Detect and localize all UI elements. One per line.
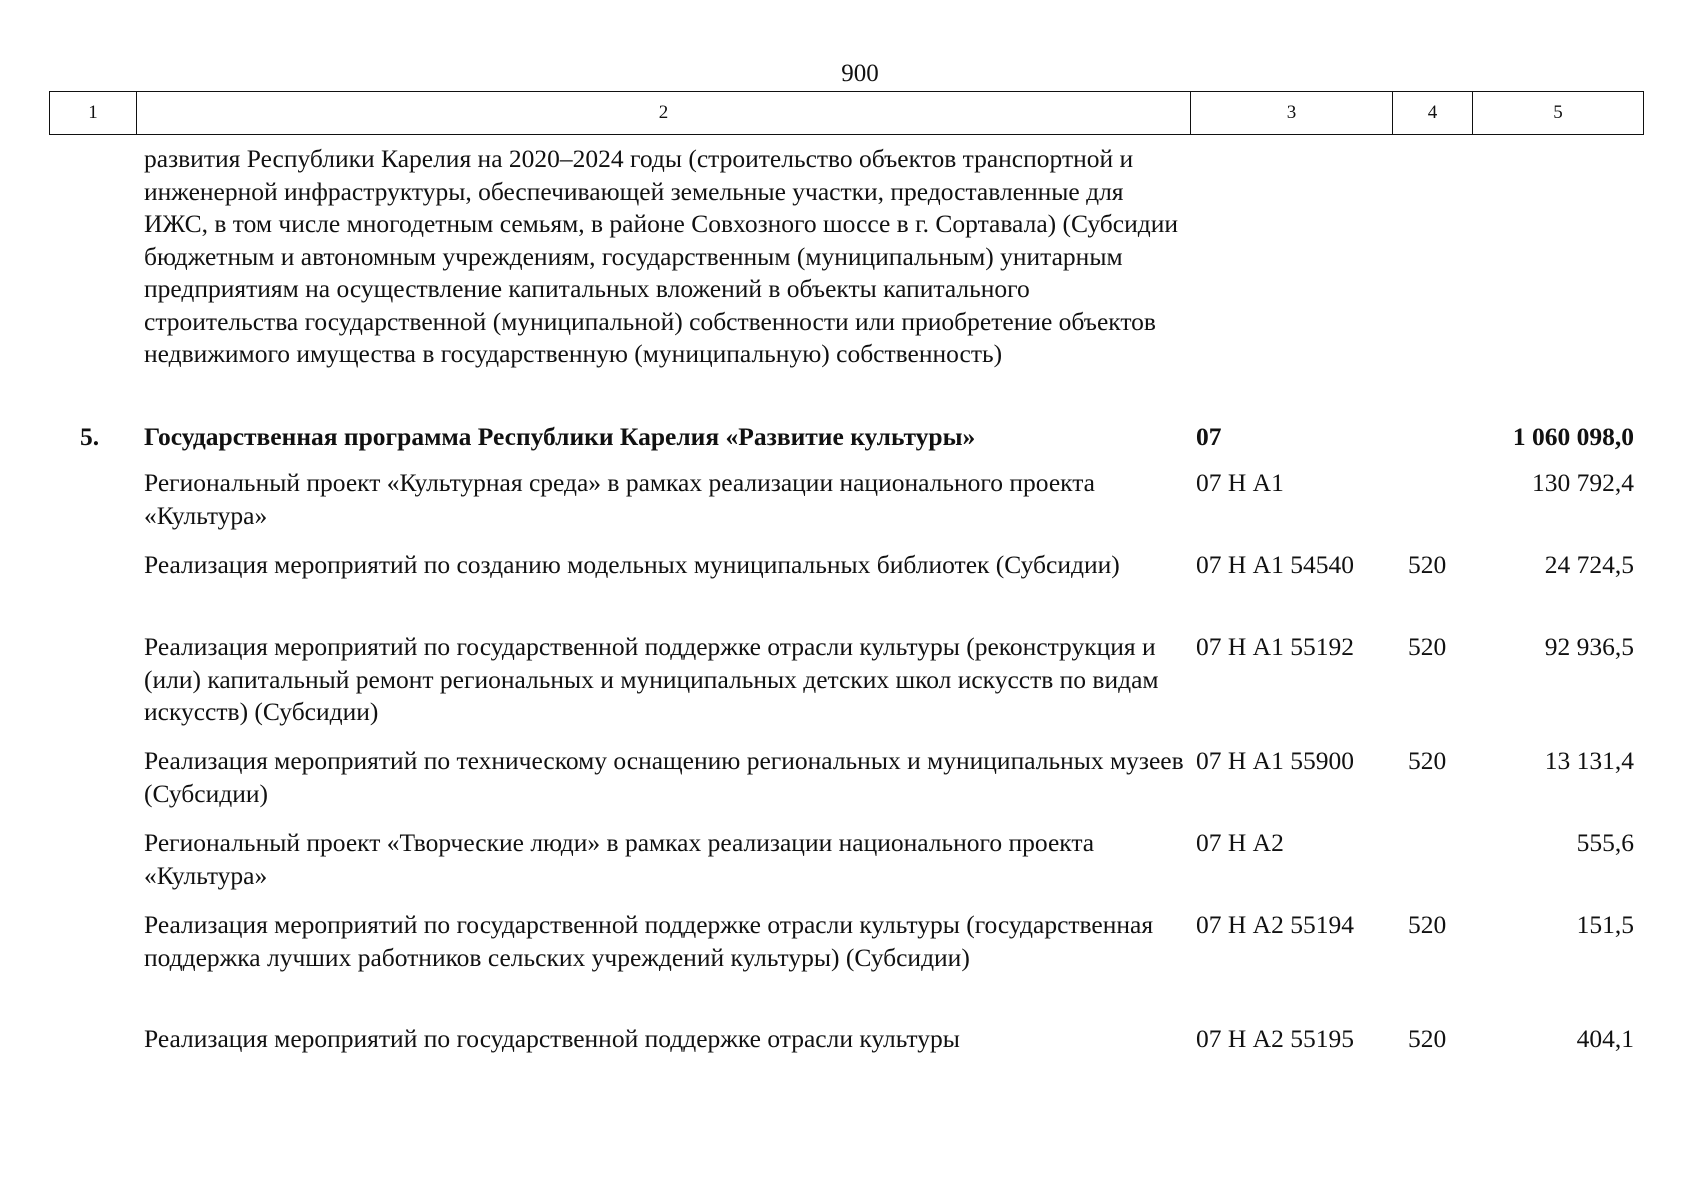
column-header-1: 1	[50, 92, 137, 135]
row-expense-type: 520	[1408, 1024, 1447, 1053]
column-header-4: 4	[1393, 92, 1473, 135]
row-target-code: 07 Н А2	[1196, 828, 1284, 857]
row-amount: 130 792,4	[1532, 468, 1634, 497]
page-number: 900	[841, 60, 879, 87]
row-target-code: 07 Н А2 55195	[1196, 1024, 1354, 1053]
row-amount: 92 936,5	[1544, 632, 1634, 661]
column-header-5: 5	[1473, 92, 1644, 135]
row-number: 5.	[80, 422, 100, 451]
row-target-code: 07 Н А1 54540	[1196, 550, 1354, 579]
row-amount: 24 724,5	[1544, 550, 1634, 579]
row-target-code: 07 Н А2 55194	[1196, 910, 1354, 939]
row-target-code: 07 Н А1 55900	[1196, 746, 1354, 775]
row-target-code: 07 Н А1	[1196, 468, 1284, 497]
row-amount: 1 060 098,0	[1512, 422, 1634, 451]
row-description: Реализация мероприятий по государственной поддержке отрасли культуры (государственная поддержка лучших работников сельских учреждений культуры) (Субсидии)	[144, 910, 1154, 972]
row-amount: 404,1	[1576, 1024, 1634, 1053]
row-amount: 555,6	[1576, 828, 1634, 857]
row-description: Реализация мероприятий по созданию модельных муниципальных библиотек (Субсидии)	[144, 550, 1120, 579]
row-description: Реализация мероприятий по техническому оснащению региональных и муниципальных музеев (Субсидии)	[144, 746, 1184, 808]
column-header-2: 2	[137, 92, 1191, 135]
row-amount: 151,5	[1576, 910, 1634, 939]
row-description: Региональный проект «Культурная среда» в рамках реализации национального проекта «Культура»	[144, 468, 1095, 530]
row-description: Реализация мероприятий по государственной поддержке отрасли культуры (реконструкция и (или) капитальный ремонт региональных и муниципальных детских школ искусств по видам искусств) (Субсидии)	[144, 632, 1159, 726]
row-description: Государственная программа Республики Карелия «Развитие культуры»	[144, 422, 976, 451]
row-expense-type: 520	[1408, 910, 1447, 939]
row-target-code: 07	[1196, 422, 1222, 451]
row-target-code: 07 Н А1 55192	[1196, 632, 1354, 661]
row-description: развития Республики Карелия на 2020–2024 годы (строительство объектов транспортной и инженерной инфраструктуры, обеспечивающей земельные участки, предоставленные для ИЖС, в том числе многодетным семьям, в районе Совхозного шоссе в г. Сортавала) (Субсидии бюджетным и автономным учреждениям, государственным (муниципальным) унитарным предприятиям на осуществление капитальных вложений в объекты капитального строительства государственной (муниципальной) собственности или приобретение объектов недвижимого имущества в государственную (муниципальную) собственность)	[144, 144, 1178, 368]
row-description: Реализация мероприятий по государственной поддержке отрасли культуры	[144, 1024, 960, 1053]
row-description: Региональный проект «Творческие люди» в рамках реализации национального проекта «Культура»	[144, 828, 1095, 890]
row-amount: 13 131,4	[1544, 746, 1634, 775]
row-expense-type: 520	[1408, 632, 1447, 661]
row-expense-type: 520	[1408, 746, 1447, 775]
column-header-3: 3	[1191, 92, 1393, 135]
row-expense-type: 520	[1408, 550, 1447, 579]
